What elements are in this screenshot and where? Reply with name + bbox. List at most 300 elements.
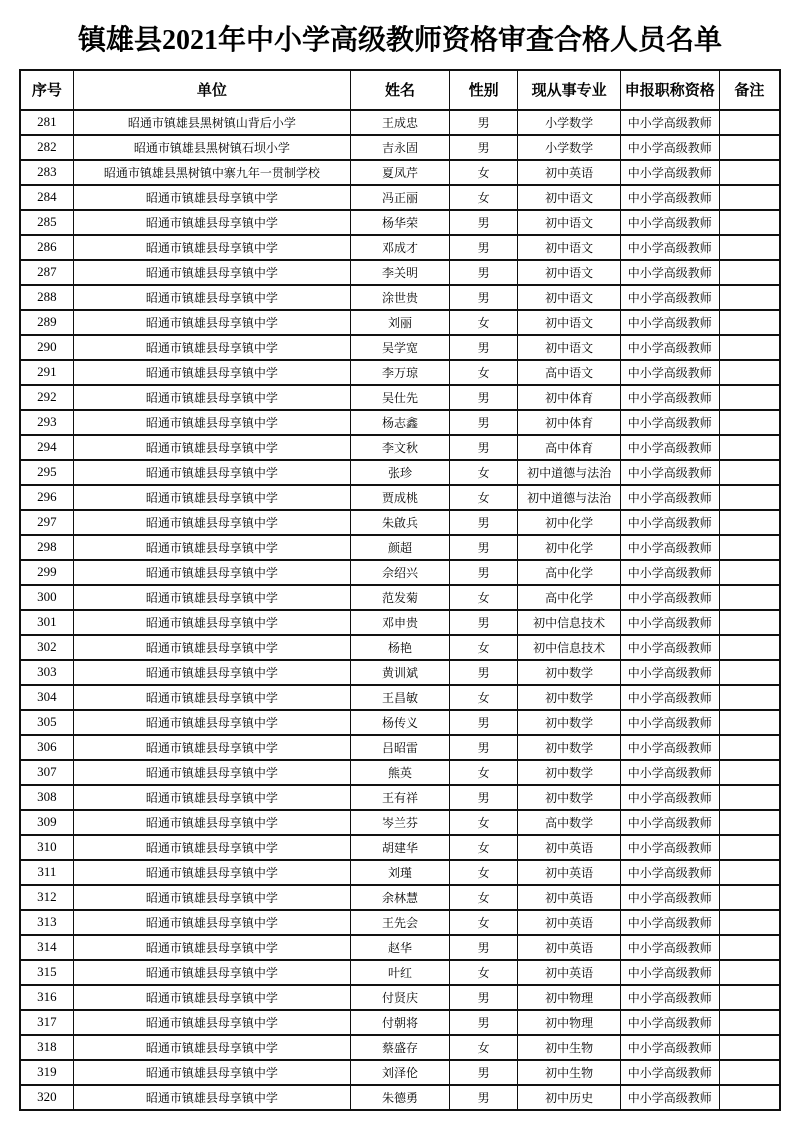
cell-unit: 昭通市镇雄县母享镇中学 bbox=[73, 860, 350, 885]
cell-note bbox=[719, 260, 780, 285]
cell-note bbox=[719, 785, 780, 810]
cell-unit: 昭通市镇雄县母享镇中学 bbox=[73, 835, 350, 860]
cell-gender: 男 bbox=[449, 785, 517, 810]
cell-subject: 高中化学 bbox=[518, 585, 621, 610]
cell-unit: 昭通市镇雄县母享镇中学 bbox=[73, 360, 350, 385]
cell-name: 熊英 bbox=[351, 760, 450, 785]
cell-gender: 男 bbox=[449, 1060, 517, 1085]
cell-note bbox=[719, 960, 780, 985]
cell-subject: 初中体育 bbox=[518, 385, 621, 410]
cell-gender: 女 bbox=[449, 310, 517, 335]
cell-name: 颜超 bbox=[351, 535, 450, 560]
cell-note bbox=[719, 810, 780, 835]
cell-name: 朱啟兵 bbox=[351, 510, 450, 535]
cell-subject: 高中数学 bbox=[518, 810, 621, 835]
cell-gender: 男 bbox=[449, 235, 517, 260]
cell-name: 刘瑾 bbox=[351, 860, 450, 885]
table-row bbox=[20, 135, 780, 160]
cell-note bbox=[719, 735, 780, 760]
cell-subject: 初中道德与法治 bbox=[518, 485, 621, 510]
cell-note bbox=[719, 985, 780, 1010]
cell-subject: 初中语文 bbox=[518, 285, 621, 310]
cell-seq: 318 bbox=[20, 1035, 73, 1060]
cell-unit: 昭通市镇雄县母享镇中学 bbox=[73, 735, 350, 760]
cell-unit: 昭通市镇雄县母享镇中学 bbox=[73, 1010, 350, 1035]
cell-gender: 男 bbox=[449, 935, 517, 960]
cell-seq: 305 bbox=[20, 710, 73, 735]
cell-subject: 初中语文 bbox=[518, 310, 621, 335]
cell-seq: 288 bbox=[20, 285, 73, 310]
cell-gender: 女 bbox=[449, 185, 517, 210]
cell-unit: 昭通市镇雄县母享镇中学 bbox=[73, 285, 350, 310]
cell-note bbox=[719, 185, 780, 210]
cell-note bbox=[719, 635, 780, 660]
cell-name: 冯正丽 bbox=[351, 185, 450, 210]
cell-name: 吴学宽 bbox=[351, 335, 450, 360]
cell-subject: 初中化学 bbox=[518, 535, 621, 560]
cell-subject: 小学数学 bbox=[518, 110, 621, 135]
cell-note bbox=[719, 310, 780, 335]
cell-title: 中小学高级教师 bbox=[620, 110, 719, 135]
cell-seq: 286 bbox=[20, 235, 73, 260]
cell-note bbox=[719, 285, 780, 310]
cell-name: 李万琼 bbox=[351, 360, 450, 385]
table-row bbox=[20, 885, 780, 910]
cell-gender: 男 bbox=[449, 610, 517, 635]
cell-seq: 313 bbox=[20, 910, 73, 935]
cell-subject: 初中化学 bbox=[518, 510, 621, 535]
cell-title: 中小学高级教师 bbox=[620, 1060, 719, 1085]
table-row bbox=[20, 1010, 780, 1035]
cell-name: 杨华荣 bbox=[351, 210, 450, 235]
cell-title: 中小学高级教师 bbox=[620, 960, 719, 985]
column-header-gender: 性别 bbox=[449, 70, 517, 110]
cell-gender: 女 bbox=[449, 585, 517, 610]
cell-seq: 316 bbox=[20, 985, 73, 1010]
table-row bbox=[20, 110, 780, 135]
cell-title: 中小学高级教师 bbox=[620, 910, 719, 935]
cell-subject: 初中历史 bbox=[518, 1085, 621, 1110]
cell-seq: 284 bbox=[20, 185, 73, 210]
cell-unit: 昭通市镇雄县母享镇中学 bbox=[73, 535, 350, 560]
cell-unit: 昭通市镇雄县母享镇中学 bbox=[73, 1085, 350, 1110]
cell-gender: 男 bbox=[449, 135, 517, 160]
cell-note bbox=[719, 435, 780, 460]
table-row bbox=[20, 360, 780, 385]
cell-title: 中小学高级教师 bbox=[620, 985, 719, 1010]
cell-gender: 女 bbox=[449, 860, 517, 885]
cell-subject: 高中语文 bbox=[518, 360, 621, 385]
cell-gender: 男 bbox=[449, 535, 517, 560]
cell-note bbox=[719, 385, 780, 410]
table-row bbox=[20, 785, 780, 810]
table-row bbox=[20, 285, 780, 310]
cell-title: 中小学高级教师 bbox=[620, 485, 719, 510]
cell-name: 刘泽伦 bbox=[351, 1060, 450, 1085]
cell-title: 中小学高级教师 bbox=[620, 560, 719, 585]
cell-seq: 306 bbox=[20, 735, 73, 760]
cell-unit: 昭通市镇雄县母享镇中学 bbox=[73, 610, 350, 635]
cell-title: 中小学高级教师 bbox=[620, 610, 719, 635]
cell-gender: 男 bbox=[449, 985, 517, 1010]
cell-subject: 初中英语 bbox=[518, 910, 621, 935]
page-title: 镇雄县2021年中小学高级教师资格审查合格人员名单 bbox=[77, 25, 722, 56]
cell-gender: 女 bbox=[449, 810, 517, 835]
cell-seq: 297 bbox=[20, 510, 73, 535]
table-row bbox=[20, 560, 780, 585]
cell-title: 中小学高级教师 bbox=[620, 535, 719, 560]
cell-subject: 初中数学 bbox=[518, 785, 621, 810]
cell-note bbox=[719, 1060, 780, 1085]
cell-title: 中小学高级教师 bbox=[620, 385, 719, 410]
cell-seq: 287 bbox=[20, 260, 73, 285]
cell-subject: 高中化学 bbox=[518, 560, 621, 585]
cell-gender: 男 bbox=[449, 110, 517, 135]
cell-seq: 293 bbox=[20, 410, 73, 435]
table-row bbox=[20, 660, 780, 685]
cell-note bbox=[719, 1085, 780, 1110]
cell-name: 邓申贵 bbox=[351, 610, 450, 635]
cell-unit: 昭通市镇雄县母享镇中学 bbox=[73, 385, 350, 410]
cell-subject: 小学数学 bbox=[518, 135, 621, 160]
cell-title: 中小学高级教师 bbox=[620, 210, 719, 235]
cell-name: 刘丽 bbox=[351, 310, 450, 335]
table-row bbox=[20, 160, 780, 185]
cell-gender: 男 bbox=[449, 385, 517, 410]
column-header-subject: 现从事专业 bbox=[518, 70, 621, 110]
cell-gender: 女 bbox=[449, 360, 517, 385]
cell-gender: 男 bbox=[449, 1085, 517, 1110]
cell-note bbox=[719, 135, 780, 160]
cell-name: 吕昭雷 bbox=[351, 735, 450, 760]
cell-unit: 昭通市镇雄县黑树镇山背后小学 bbox=[73, 110, 350, 135]
cell-title: 中小学高级教师 bbox=[620, 235, 719, 260]
cell-title: 中小学高级教师 bbox=[620, 810, 719, 835]
cell-seq: 302 bbox=[20, 635, 73, 660]
cell-unit: 昭通市镇雄县黑树镇石坝小学 bbox=[73, 135, 350, 160]
cell-subject: 初中英语 bbox=[518, 935, 621, 960]
cell-name: 张珍 bbox=[351, 460, 450, 485]
cell-seq: 296 bbox=[20, 485, 73, 510]
cell-title: 中小学高级教师 bbox=[620, 160, 719, 185]
cell-note bbox=[719, 510, 780, 535]
cell-seq: 295 bbox=[20, 460, 73, 485]
table-row bbox=[20, 710, 780, 735]
cell-unit: 昭通市镇雄县母享镇中学 bbox=[73, 460, 350, 485]
cell-name: 付朝将 bbox=[351, 1010, 450, 1035]
cell-gender: 男 bbox=[449, 560, 517, 585]
cell-unit: 昭通市镇雄县母享镇中学 bbox=[73, 885, 350, 910]
cell-gender: 女 bbox=[449, 835, 517, 860]
table-row bbox=[20, 335, 780, 360]
cell-name: 叶红 bbox=[351, 960, 450, 985]
cell-unit: 昭通市镇雄县黑树镇中寨九年一贯制学校 bbox=[73, 160, 350, 185]
table-row bbox=[20, 735, 780, 760]
cell-seq: 312 bbox=[20, 885, 73, 910]
cell-unit: 昭通市镇雄县母享镇中学 bbox=[73, 560, 350, 585]
cell-name: 夏凤芹 bbox=[351, 160, 450, 185]
table-row bbox=[20, 235, 780, 260]
cell-name: 付贤庆 bbox=[351, 985, 450, 1010]
cell-title: 中小学高级教师 bbox=[620, 460, 719, 485]
cell-name: 杨志鑫 bbox=[351, 410, 450, 435]
cell-seq: 311 bbox=[20, 860, 73, 885]
cell-unit: 昭通市镇雄县母享镇中学 bbox=[73, 710, 350, 735]
column-header-unit: 单位 bbox=[73, 70, 350, 110]
cell-unit: 昭通市镇雄县母享镇中学 bbox=[73, 310, 350, 335]
cell-title: 中小学高级教师 bbox=[620, 685, 719, 710]
table-row bbox=[20, 460, 780, 485]
cell-note bbox=[719, 910, 780, 935]
cell-subject: 初中数学 bbox=[518, 735, 621, 760]
cell-note bbox=[719, 560, 780, 585]
cell-unit: 昭通市镇雄县母享镇中学 bbox=[73, 935, 350, 960]
cell-name: 李文秋 bbox=[351, 435, 450, 460]
cell-gender: 男 bbox=[449, 410, 517, 435]
column-header-title: 申报职称资格 bbox=[620, 70, 719, 110]
cell-note bbox=[719, 160, 780, 185]
table-row bbox=[20, 485, 780, 510]
table-row bbox=[20, 935, 780, 960]
cell-seq: 319 bbox=[20, 1060, 73, 1085]
cell-seq: 314 bbox=[20, 935, 73, 960]
qualified-personnel-table bbox=[19, 69, 781, 1111]
cell-seq: 294 bbox=[20, 435, 73, 460]
table-header-row bbox=[20, 70, 780, 110]
cell-unit: 昭通市镇雄县母享镇中学 bbox=[73, 785, 350, 810]
cell-title: 中小学高级教师 bbox=[620, 510, 719, 535]
cell-name: 杨艳 bbox=[351, 635, 450, 660]
cell-title: 中小学高级教师 bbox=[620, 335, 719, 360]
cell-seq: 299 bbox=[20, 560, 73, 585]
cell-gender: 女 bbox=[449, 1035, 517, 1060]
table-row bbox=[20, 1035, 780, 1060]
cell-title: 中小学高级教师 bbox=[620, 185, 719, 210]
cell-subject: 初中数学 bbox=[518, 710, 621, 735]
table-row bbox=[20, 685, 780, 710]
cell-seq: 298 bbox=[20, 535, 73, 560]
cell-subject: 初中数学 bbox=[518, 760, 621, 785]
cell-note bbox=[719, 685, 780, 710]
cell-name: 赵华 bbox=[351, 935, 450, 960]
table-row bbox=[20, 510, 780, 535]
cell-gender: 女 bbox=[449, 685, 517, 710]
cell-unit: 昭通市镇雄县母享镇中学 bbox=[73, 660, 350, 685]
cell-gender: 男 bbox=[449, 735, 517, 760]
cell-name: 佘绍兴 bbox=[351, 560, 450, 585]
cell-seq: 281 bbox=[20, 110, 73, 135]
cell-title: 中小学高级教师 bbox=[620, 310, 719, 335]
cell-unit: 昭通市镇雄县母享镇中学 bbox=[73, 435, 350, 460]
table-row bbox=[20, 985, 780, 1010]
cell-seq: 291 bbox=[20, 360, 73, 385]
cell-note bbox=[719, 885, 780, 910]
cell-title: 中小学高级教师 bbox=[620, 285, 719, 310]
cell-note bbox=[719, 710, 780, 735]
cell-gender: 男 bbox=[449, 210, 517, 235]
cell-seq: 301 bbox=[20, 610, 73, 635]
table-header bbox=[20, 70, 780, 110]
table-row bbox=[20, 535, 780, 560]
cell-subject: 初中语文 bbox=[518, 210, 621, 235]
cell-name: 贾成桃 bbox=[351, 485, 450, 510]
cell-unit: 昭通市镇雄县母享镇中学 bbox=[73, 910, 350, 935]
cell-name: 朱德勇 bbox=[351, 1085, 450, 1110]
cell-unit: 昭通市镇雄县母享镇中学 bbox=[73, 985, 350, 1010]
cell-name: 李关明 bbox=[351, 260, 450, 285]
cell-subject: 初中语文 bbox=[518, 185, 621, 210]
cell-seq: 315 bbox=[20, 960, 73, 985]
cell-note bbox=[719, 360, 780, 385]
cell-title: 中小学高级教师 bbox=[620, 935, 719, 960]
cell-seq: 304 bbox=[20, 685, 73, 710]
cell-seq: 282 bbox=[20, 135, 73, 160]
cell-title: 中小学高级教师 bbox=[620, 135, 719, 160]
cell-unit: 昭通市镇雄县母享镇中学 bbox=[73, 810, 350, 835]
cell-gender: 男 bbox=[449, 335, 517, 360]
cell-note bbox=[719, 610, 780, 635]
table-row bbox=[20, 385, 780, 410]
cell-gender: 女 bbox=[449, 960, 517, 985]
cell-gender: 女 bbox=[449, 910, 517, 935]
cell-note bbox=[719, 660, 780, 685]
cell-seq: 309 bbox=[20, 810, 73, 835]
cell-unit: 昭通市镇雄县母享镇中学 bbox=[73, 1035, 350, 1060]
table-row bbox=[20, 310, 780, 335]
cell-gender: 男 bbox=[449, 260, 517, 285]
table-row bbox=[20, 760, 780, 785]
cell-unit: 昭通市镇雄县母享镇中学 bbox=[73, 260, 350, 285]
cell-title: 中小学高级教师 bbox=[620, 785, 719, 810]
table-row bbox=[20, 835, 780, 860]
cell-note bbox=[719, 835, 780, 860]
cell-name: 邓成才 bbox=[351, 235, 450, 260]
cell-name: 胡建华 bbox=[351, 835, 450, 860]
cell-name: 蔡盛存 bbox=[351, 1035, 450, 1060]
cell-title: 中小学高级教师 bbox=[620, 585, 719, 610]
table-row bbox=[20, 910, 780, 935]
cell-unit: 昭通市镇雄县母享镇中学 bbox=[73, 760, 350, 785]
cell-gender: 男 bbox=[449, 1010, 517, 1035]
table-row bbox=[20, 210, 780, 235]
cell-note bbox=[719, 110, 780, 135]
cell-unit: 昭通市镇雄县母享镇中学 bbox=[73, 585, 350, 610]
cell-subject: 初中语文 bbox=[518, 335, 621, 360]
cell-title: 中小学高级教师 bbox=[620, 860, 719, 885]
cell-gender: 男 bbox=[449, 435, 517, 460]
cell-gender: 男 bbox=[449, 510, 517, 535]
cell-unit: 昭通市镇雄县母享镇中学 bbox=[73, 235, 350, 260]
cell-name: 王成忠 bbox=[351, 110, 450, 135]
cell-unit: 昭通市镇雄县母享镇中学 bbox=[73, 510, 350, 535]
column-header-seq: 序号 bbox=[20, 70, 73, 110]
cell-note bbox=[719, 860, 780, 885]
cell-unit: 昭通市镇雄县母享镇中学 bbox=[73, 485, 350, 510]
cell-subject: 初中英语 bbox=[518, 960, 621, 985]
cell-gender: 女 bbox=[449, 760, 517, 785]
cell-unit: 昭通市镇雄县母享镇中学 bbox=[73, 685, 350, 710]
column-header-note: 备注 bbox=[719, 70, 780, 110]
cell-unit: 昭通市镇雄县母享镇中学 bbox=[73, 210, 350, 235]
cell-subject: 初中数学 bbox=[518, 685, 621, 710]
table-row bbox=[20, 1085, 780, 1110]
cell-unit: 昭通市镇雄县母享镇中学 bbox=[73, 960, 350, 985]
cell-subject: 初中英语 bbox=[518, 835, 621, 860]
cell-note bbox=[719, 1010, 780, 1035]
cell-title: 中小学高级教师 bbox=[620, 760, 719, 785]
cell-subject: 初中体育 bbox=[518, 410, 621, 435]
cell-subject: 初中英语 bbox=[518, 885, 621, 910]
cell-seq: 308 bbox=[20, 785, 73, 810]
cell-name: 岑兰芬 bbox=[351, 810, 450, 835]
cell-seq: 290 bbox=[20, 335, 73, 360]
column-header-name: 姓名 bbox=[351, 70, 450, 110]
table-row bbox=[20, 635, 780, 660]
cell-name: 王有祥 bbox=[351, 785, 450, 810]
cell-subject: 初中英语 bbox=[518, 860, 621, 885]
cell-subject: 初中信息技术 bbox=[518, 635, 621, 660]
cell-subject: 高中体育 bbox=[518, 435, 621, 460]
cell-gender: 男 bbox=[449, 710, 517, 735]
cell-title: 中小学高级教师 bbox=[620, 735, 719, 760]
cell-name: 涂世贵 bbox=[351, 285, 450, 310]
cell-title: 中小学高级教师 bbox=[620, 835, 719, 860]
cell-subject: 初中信息技术 bbox=[518, 610, 621, 635]
cell-note bbox=[719, 935, 780, 960]
cell-gender: 女 bbox=[449, 460, 517, 485]
cell-title: 中小学高级教师 bbox=[620, 635, 719, 660]
cell-title: 中小学高级教师 bbox=[620, 1035, 719, 1060]
cell-seq: 317 bbox=[20, 1010, 73, 1035]
cell-subject: 初中语文 bbox=[518, 260, 621, 285]
cell-title: 中小学高级教师 bbox=[620, 435, 719, 460]
table-body bbox=[20, 110, 780, 1110]
table-row bbox=[20, 410, 780, 435]
table-row bbox=[20, 260, 780, 285]
cell-name: 王昌敏 bbox=[351, 685, 450, 710]
cell-note bbox=[719, 235, 780, 260]
cell-subject: 初中生物 bbox=[518, 1060, 621, 1085]
cell-subject: 初中物理 bbox=[518, 1010, 621, 1035]
cell-subject: 初中数学 bbox=[518, 660, 621, 685]
cell-unit: 昭通市镇雄县母享镇中学 bbox=[73, 185, 350, 210]
cell-unit: 昭通市镇雄县母享镇中学 bbox=[73, 410, 350, 435]
cell-gender: 女 bbox=[449, 160, 517, 185]
cell-seq: 310 bbox=[20, 835, 73, 860]
cell-name: 王先会 bbox=[351, 910, 450, 935]
cell-title: 中小学高级教师 bbox=[620, 1010, 719, 1035]
table-row bbox=[20, 610, 780, 635]
cell-title: 中小学高级教师 bbox=[620, 410, 719, 435]
cell-note bbox=[719, 210, 780, 235]
cell-seq: 283 bbox=[20, 160, 73, 185]
cell-seq: 289 bbox=[20, 310, 73, 335]
cell-subject: 初中道德与法治 bbox=[518, 460, 621, 485]
cell-seq: 320 bbox=[20, 1085, 73, 1110]
cell-note bbox=[719, 485, 780, 510]
cell-name: 杨传义 bbox=[351, 710, 450, 735]
cell-unit: 昭通市镇雄县母享镇中学 bbox=[73, 335, 350, 360]
cell-gender: 女 bbox=[449, 635, 517, 660]
table-row bbox=[20, 960, 780, 985]
cell-seq: 285 bbox=[20, 210, 73, 235]
cell-title: 中小学高级教师 bbox=[620, 660, 719, 685]
cell-title: 中小学高级教师 bbox=[620, 260, 719, 285]
cell-subject: 初中生物 bbox=[518, 1035, 621, 1060]
cell-unit: 昭通市镇雄县母享镇中学 bbox=[73, 1060, 350, 1085]
cell-seq: 292 bbox=[20, 385, 73, 410]
cell-title: 中小学高级教师 bbox=[620, 710, 719, 735]
